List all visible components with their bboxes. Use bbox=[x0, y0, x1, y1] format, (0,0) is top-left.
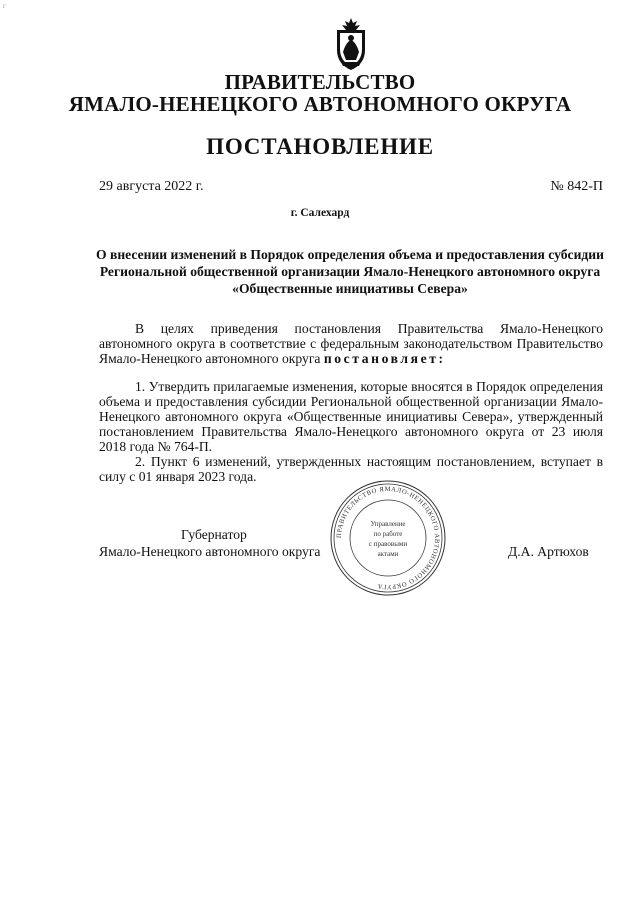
preamble-text: В целях приведения постановления Правительства Ямало-Ненецкого автономного округа в соответствие с федеральным законодательством Правительство Ямало-Ненецкого автономного округа bbox=[99, 321, 603, 366]
official-stamp bbox=[328, 478, 448, 598]
stamp-center-line1: Управление bbox=[370, 520, 406, 528]
document-city: г. Салехард bbox=[290, 207, 350, 219]
stamp-center-line3: с правовыми bbox=[368, 540, 408, 548]
svg-text:ПРАВИТЕЛЬСТВО ЯМАЛО-НЕНЕЦКОГО bbox=[336, 486, 440, 590]
item-1-text: 1. Утвердить прилагаемые изменения, которые вносятся в Порядок определения объема и предоставления субсидии Региональной общественной организации Ямало-Ненецкого автономного округа «Общественные инициативы Севера», утвержденный постановлением Правительства Ямало-Ненецкого автономного округа от 23 июля 2018 года № 764-П. bbox=[99, 379, 603, 454]
preamble-paragraph bbox=[99, 321, 603, 366]
stamp-center-line2: по работе bbox=[373, 530, 403, 538]
document-date: 29 августа 2022 г. bbox=[99, 179, 204, 194]
signer-title-line2: Ямало-Ненецкого автономного округа bbox=[99, 544, 321, 559]
signer-title bbox=[99, 526, 359, 560]
government-title-line2: ЯМАЛО-НЕНЕЦКОГО АВТОНОМНОГО ОКРУГА bbox=[68, 92, 572, 116]
coat-of-arms-icon bbox=[330, 16, 372, 72]
item-1-paragraph bbox=[99, 379, 603, 454]
signer-title-line1: Губернатор bbox=[181, 527, 247, 542]
preamble-emphasis: постановляет: bbox=[323, 351, 446, 366]
stamp-center-line4: актами bbox=[377, 550, 399, 558]
document-type: ПОСТАНОВЛЕНИЕ bbox=[206, 134, 434, 159]
corner-mark: г bbox=[3, 2, 6, 10]
item-2-text: 2. Пункт 6 изменений, утвержденных настоящим постановлением, вступает в силу с 01 января 2023 года. bbox=[99, 454, 603, 484]
government-title-line1: ПРАВИТЕЛЬСТВО bbox=[224, 70, 416, 94]
document-number: № 842-П bbox=[550, 179, 603, 194]
signer-name: Д.А. Артюхов bbox=[508, 544, 589, 559]
document-subject: О внесении изменений в Порядок определения объема и предоставления субсидии Региональной общественной организации Ямало-Ненецкого автономного округа «Общественные инициативы Севера» bbox=[96, 247, 604, 296]
stamp-ring-text: ПРАВИТЕЛЬСТВО ЯМАЛО-НЕНЕЦКОГО АВТОНОМНОГО ОКРУГА bbox=[335, 485, 441, 591]
